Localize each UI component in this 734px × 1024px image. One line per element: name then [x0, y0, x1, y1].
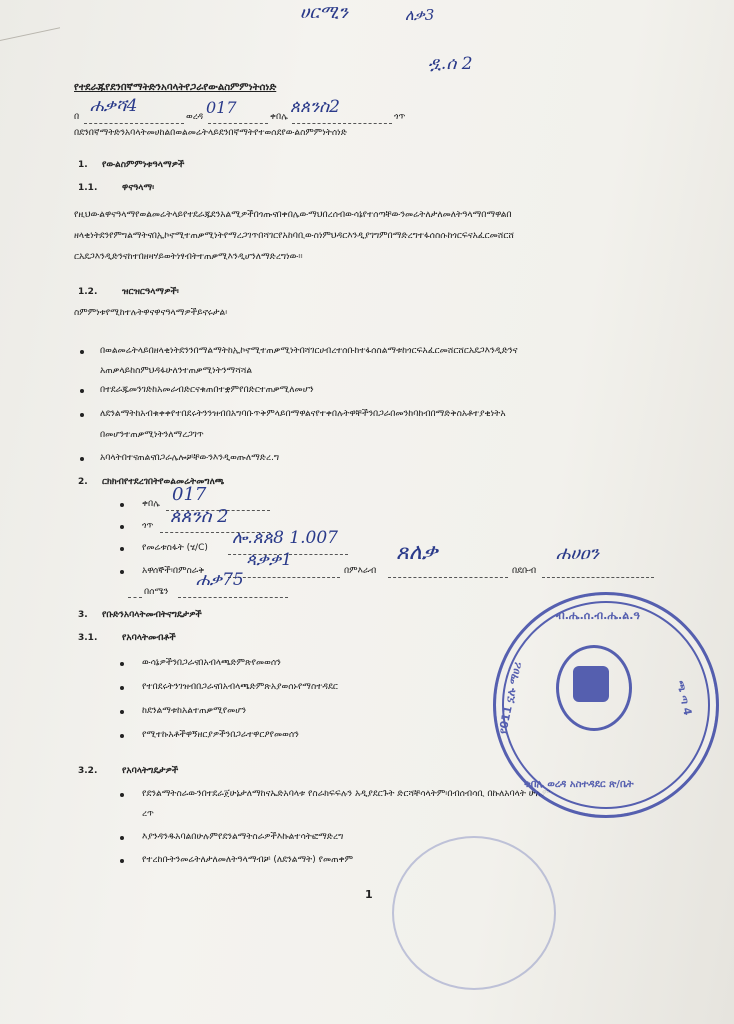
- kebele-blank: [292, 123, 392, 124]
- section3-title: የቡድንአባላትመብትናግዴታዎች: [102, 610, 202, 620]
- handwritten-woreda: 017: [206, 98, 237, 117]
- handwritten-name: ሐቃሻ4: [90, 96, 138, 116]
- s2-got-label: ጎጥ: [142, 521, 154, 531]
- section2-number: 2.: [78, 477, 88, 487]
- handwritten-s2-got: ጰጰንስ 2: [170, 506, 229, 527]
- section31-number: 3.1.: [78, 633, 98, 643]
- s2-west-blank: [388, 577, 508, 578]
- page-fold: [0, 0, 60, 41]
- section3-number: 3.: [78, 610, 88, 620]
- kebele-label: ቀበሌ: [270, 112, 288, 122]
- official-stamp: [493, 592, 719, 818]
- section31-item-1: ውሳኔዎችንበጋራናበአብላጫድምጽየመወሰን: [142, 658, 281, 668]
- s2-kebele-label: ቀበሌ: [142, 499, 160, 509]
- section12-intro: ስምምነቱየሚከተሉትዋናዋናዓላማዎችይኖሩታል፡: [74, 308, 228, 318]
- s2-south-blank: [542, 577, 654, 578]
- section12-item-4: አባላትበተናጠልናበጋራሌሎቻቸውንእንዲወጡለማድረ.ግ: [100, 453, 280, 463]
- bullet: [120, 547, 124, 551]
- bullet: [120, 525, 124, 529]
- bullet: [120, 570, 124, 574]
- section31-item-2: የተበደሩትንገዝብበጋራናበአብላጫድምጽአያወሰኑየማስተዳደር: [142, 682, 338, 692]
- handwritten-kebele: ጰጰንስ2: [290, 97, 340, 117]
- section11-number: 1.1.: [78, 183, 98, 193]
- stamp-top-text: ብ.ሔ.ሰ.ብ.ሔ.ል.ዓ: [556, 609, 640, 622]
- s2-north-label: በሰሜን: [144, 587, 169, 597]
- woreda-label: ወረዳ: [186, 112, 204, 122]
- woreda-blank: [208, 123, 268, 124]
- bullet: [80, 389, 84, 393]
- stamp-right-text: ጫ ጣ 4: [674, 679, 695, 717]
- stamp-left-text: የ011 ኗሉ ማሀሪ: [496, 660, 525, 736]
- section31-item-4: የሚተኩአቶችዋኝዘርያዎችንበጋራተዋርዖየመወሰን: [142, 730, 299, 740]
- section11-title: ዋናዓላማ፡: [122, 183, 155, 193]
- handwritten-s2-west: ጸለቃ: [396, 540, 438, 565]
- page-number: 1: [365, 888, 373, 901]
- s2-east-blank: [228, 577, 340, 578]
- bullet: [120, 662, 124, 666]
- s2-cert-label: የመሬቱስፋት (ሄ/C): [142, 543, 208, 553]
- bullet: [120, 836, 124, 840]
- got-label: ጎጥ: [394, 112, 406, 122]
- handwritten-top-note-2: ለቃ3: [405, 6, 435, 24]
- section2-title: ርክክብየተደረገበትየወልመሬትመግለጫ: [102, 477, 225, 487]
- section11-paragraph-2: ዘላቂነትደንየምግልማትናበኢኮኖሚተጠቃሚነትየማረጋገጥበሻገርየአከባቢውስነምህዳርእንዲያገግምበማድረግተፋሰስሱከጎርፍናአፈርመሸርሸ: [74, 231, 514, 241]
- handwritten-s2-kebele: 017: [172, 484, 207, 505]
- s2-west-label: በምእራብ: [344, 566, 377, 576]
- section12-number: 1.2.: [78, 287, 98, 297]
- section1-number: 1.: [78, 160, 88, 170]
- intro-line: በደንበኛማትድንአባላትመሀከልበወልመሬትላይደንበኛማትየተወሰደየውልስምምነትሰነድ: [74, 128, 347, 138]
- faint-stamp: [392, 836, 556, 990]
- s2-north-lead: [128, 597, 142, 598]
- section12-item-3: ለደንልማትከአብቁቀቀየተበደሩትንንዝብበአግባቡጥቅምላይበማዋልናየተቀበሉትዋቸችንበጋራበመንከባከብበማድቅስአቶተያቂነትአ: [100, 409, 506, 419]
- stamp-bottom-text: ቀበሌ ወረዳ አስተዳደር ጽ/ቤት: [524, 779, 634, 790]
- bullet: [120, 710, 124, 714]
- bullet: [120, 686, 124, 690]
- name-blank: [84, 123, 184, 124]
- s2-east-label: አዋሰኞች፡በምስራቅ: [142, 566, 205, 576]
- s2-north-blank: [178, 597, 288, 598]
- section1-title: የውልስምምነቱዓላማዎች: [102, 160, 185, 170]
- section12-item-1b: አጠቃላይከስምህዳፋሁለንተጠቃሚነትንማሻሻል: [100, 366, 253, 376]
- section31-title: የአባላትመብቶች: [122, 633, 176, 643]
- handwritten-s2-cert: ሎ.ጰጰ8 1.007: [232, 528, 338, 548]
- section11-paragraph-1: የዚህውልዋናዓላማየወልመሬትላይየተደራጁደንአልሚዎችበጎጡናበቀበሌውማህበረሰብውሳኔየተሰጣቸውንመሬትለታለመለትዓላማበማዋልበ: [74, 210, 512, 220]
- section32-number: 3.2.: [78, 766, 98, 776]
- bullet: [120, 793, 124, 797]
- line1-prefix: በ: [74, 112, 80, 122]
- handwritten-s2-north: ሐቃ75: [196, 570, 244, 590]
- document-title: የተደራጁየደንበኛማትድንአባላትየጋራየውልስምምነትሰነድ: [74, 82, 277, 93]
- bullet: [120, 859, 124, 863]
- bullet: [80, 350, 84, 354]
- section31-item-3: ከደንልማቱከአልተጠቃሚየመሆን: [142, 706, 247, 716]
- section32-item-1b: ረጥ: [142, 809, 154, 819]
- section12-item-1: በወልመሬትላይበዘላቂነትደንንበማልማትከኢኮኖሚተጠቃሚነትበሻገርሀብረተሰቡከተፋሰስልማቱከጎርፍአፈርመሸርሸርአደጋእንዲድንና: [100, 346, 518, 356]
- handwritten-s2-east: ጳቃቃ1: [246, 550, 293, 570]
- emblem-icon: [573, 666, 609, 702]
- handwritten-top-right: ዷ.ሰ 2: [428, 54, 473, 74]
- section32-title: የአባላትግዴታዎች: [122, 766, 179, 776]
- section12-item-3b: በመሆንተጠቃሚነትንለማረጋገጥ: [100, 430, 204, 440]
- section12-item-2: በተደራጁመንገድከአመራብድርናቁጠበተቋምየበድርተጠቃሚለመሆን: [100, 385, 314, 395]
- section32-item-1: የደንልማትስራውንበተደራጀሁኔታለማከናኤድአባላቱ የስራክፍፍሉን አዲያደርጉት ድርሻቸሳላትም፡በብሰብሳቢ በኩለአባላት ሁሉም: [142, 789, 551, 799]
- section32-item-3: የተረከቡትንመሬትለታለመለትዓላማብቻ (ለደንልማት) የመጠቀም: [142, 855, 354, 865]
- stamp-emblem: [556, 645, 632, 731]
- bullet: [80, 413, 84, 417]
- section11-paragraph-3: ርአደጋእንዲድንናከተበዘዛሃይወትነፃብትተጠቃሚእንዲሆንለማድረግነው።: [74, 252, 303, 262]
- handwritten-s2-south: ሐሀዐን: [556, 543, 600, 564]
- bullet: [120, 503, 124, 507]
- section32-item-2: እያንዳንዱአባልበሁሉምየደንልማትስራዎችእኩልተሳትፎማድረግ: [142, 832, 344, 842]
- bullet: [80, 457, 84, 461]
- section12-title: ዝርዝርዓላማዎች፡: [122, 287, 179, 297]
- s2-south-label: በደቡብ: [512, 566, 537, 576]
- bullet: [120, 734, 124, 738]
- handwritten-top-note-1: ሀርሚን: [300, 2, 349, 23]
